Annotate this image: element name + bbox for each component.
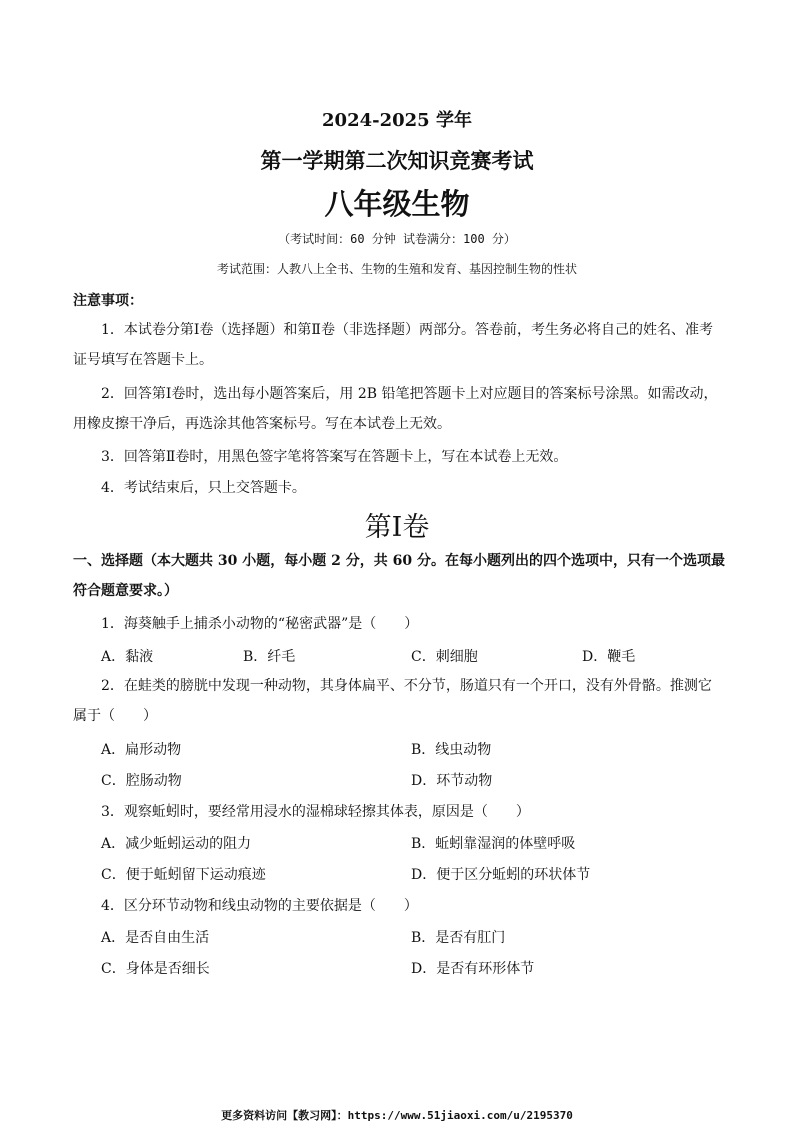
question-3-option-c: C．便于蚯蚓留下运动痕迹 <box>101 867 266 883</box>
question-3-option-d: D．便于区分蚯蚓的环状体节 <box>411 867 591 883</box>
exam-term-title: 第一学期第二次知识竞赛考试 <box>260 148 534 173</box>
section-heading: 一、选择题（本大题共 30 小题，每小题 2 分，共 60 分。在每小题列出的四个选项中，只有一个选项最符合题意要求。） <box>73 553 725 599</box>
question-3-option-a: A．减少蚯蚓运动的阻力 <box>101 836 252 852</box>
question-4-option-a: A．是否自由生活 <box>101 930 210 946</box>
question-1-stem: 1．海葵触手上捕杀小动物的“秘密武器”是（ ） <box>101 616 419 632</box>
question-1-option-c: C．刺细胞 <box>411 649 478 665</box>
volume-title: 第Ⅰ卷 <box>364 512 430 543</box>
question-4-option-d: D．是否有环形体节 <box>411 961 535 977</box>
question-2-option-a: A．扁形动物 <box>101 742 182 758</box>
question-1-option-d: D．鞭毛 <box>582 649 636 665</box>
question-4-option-c: C．身体是否细长 <box>101 961 210 977</box>
question-4-stem: 4．区分环节动物和线虫动物的主要依据是（ ） <box>101 898 418 914</box>
question-3-option-b: B．蚯蚓靠湿润的体壁呼吸 <box>411 836 576 852</box>
notice-item-2: 2．回答第Ⅰ卷时，选出每小题答案后，用 2B 铅笔把答题卡上对应题目的答案标号涂黑。如需改动，用橡皮擦干净后，再选涂其他答案标号。写在本试卷上无效。 <box>73 386 718 432</box>
exam-year: 2024-2025 学年 <box>322 110 472 131</box>
exam-subject-title: 八年级生物 <box>324 187 470 221</box>
notice-item-4: 4．考试结束后，只上交答题卡。 <box>101 480 306 496</box>
question-4-option-b: B．是否有肛门 <box>411 930 506 946</box>
question-2-option-b: B．线虫动物 <box>411 742 492 758</box>
notice-item-1: 1．本试卷分第Ⅰ卷（选择题）和第Ⅱ卷（非选择题）两部分。答卷前，考生务必将自己的姓名、准考证号填写在答题卡上。 <box>73 322 713 368</box>
question-2-option-c: C．腔肠动物 <box>101 773 182 789</box>
question-1-option-a: A．黏液 <box>101 649 154 665</box>
notice-item-3: 3．回答第Ⅱ卷时，用黑色签字笔将答案写在答题卡上，写在本试卷上无效。 <box>101 449 568 465</box>
notice-heading: 注意事项： <box>73 293 143 309</box>
exam-time-score-info: （考试时间：60 分钟 试卷满分：100 分） <box>278 232 516 246</box>
question-2-stem: 2．在蛙类的膀胱中发现一种动物，其身体扁平、不分节，肠道只有一个开口，没有外骨骼。推测它属于（ ） <box>73 678 712 724</box>
question-1-option-b: B．纤毛 <box>243 649 296 665</box>
question-3-stem: 3．观察蚯蚓时，要经常用浸水的湿棉球轻擦其体表，原因是（ ） <box>101 804 530 820</box>
question-2-option-d: D．环节动物 <box>411 773 493 789</box>
footer-source-link[interactable]: 更多资料访问【教习网】：https://www.51jiaoxi.com/u/2195370 <box>221 1109 573 1122</box>
exam-scope: 考试范围：人教八上全书、生物的生殖和发育、基因控制生物的性状 <box>216 262 577 276</box>
